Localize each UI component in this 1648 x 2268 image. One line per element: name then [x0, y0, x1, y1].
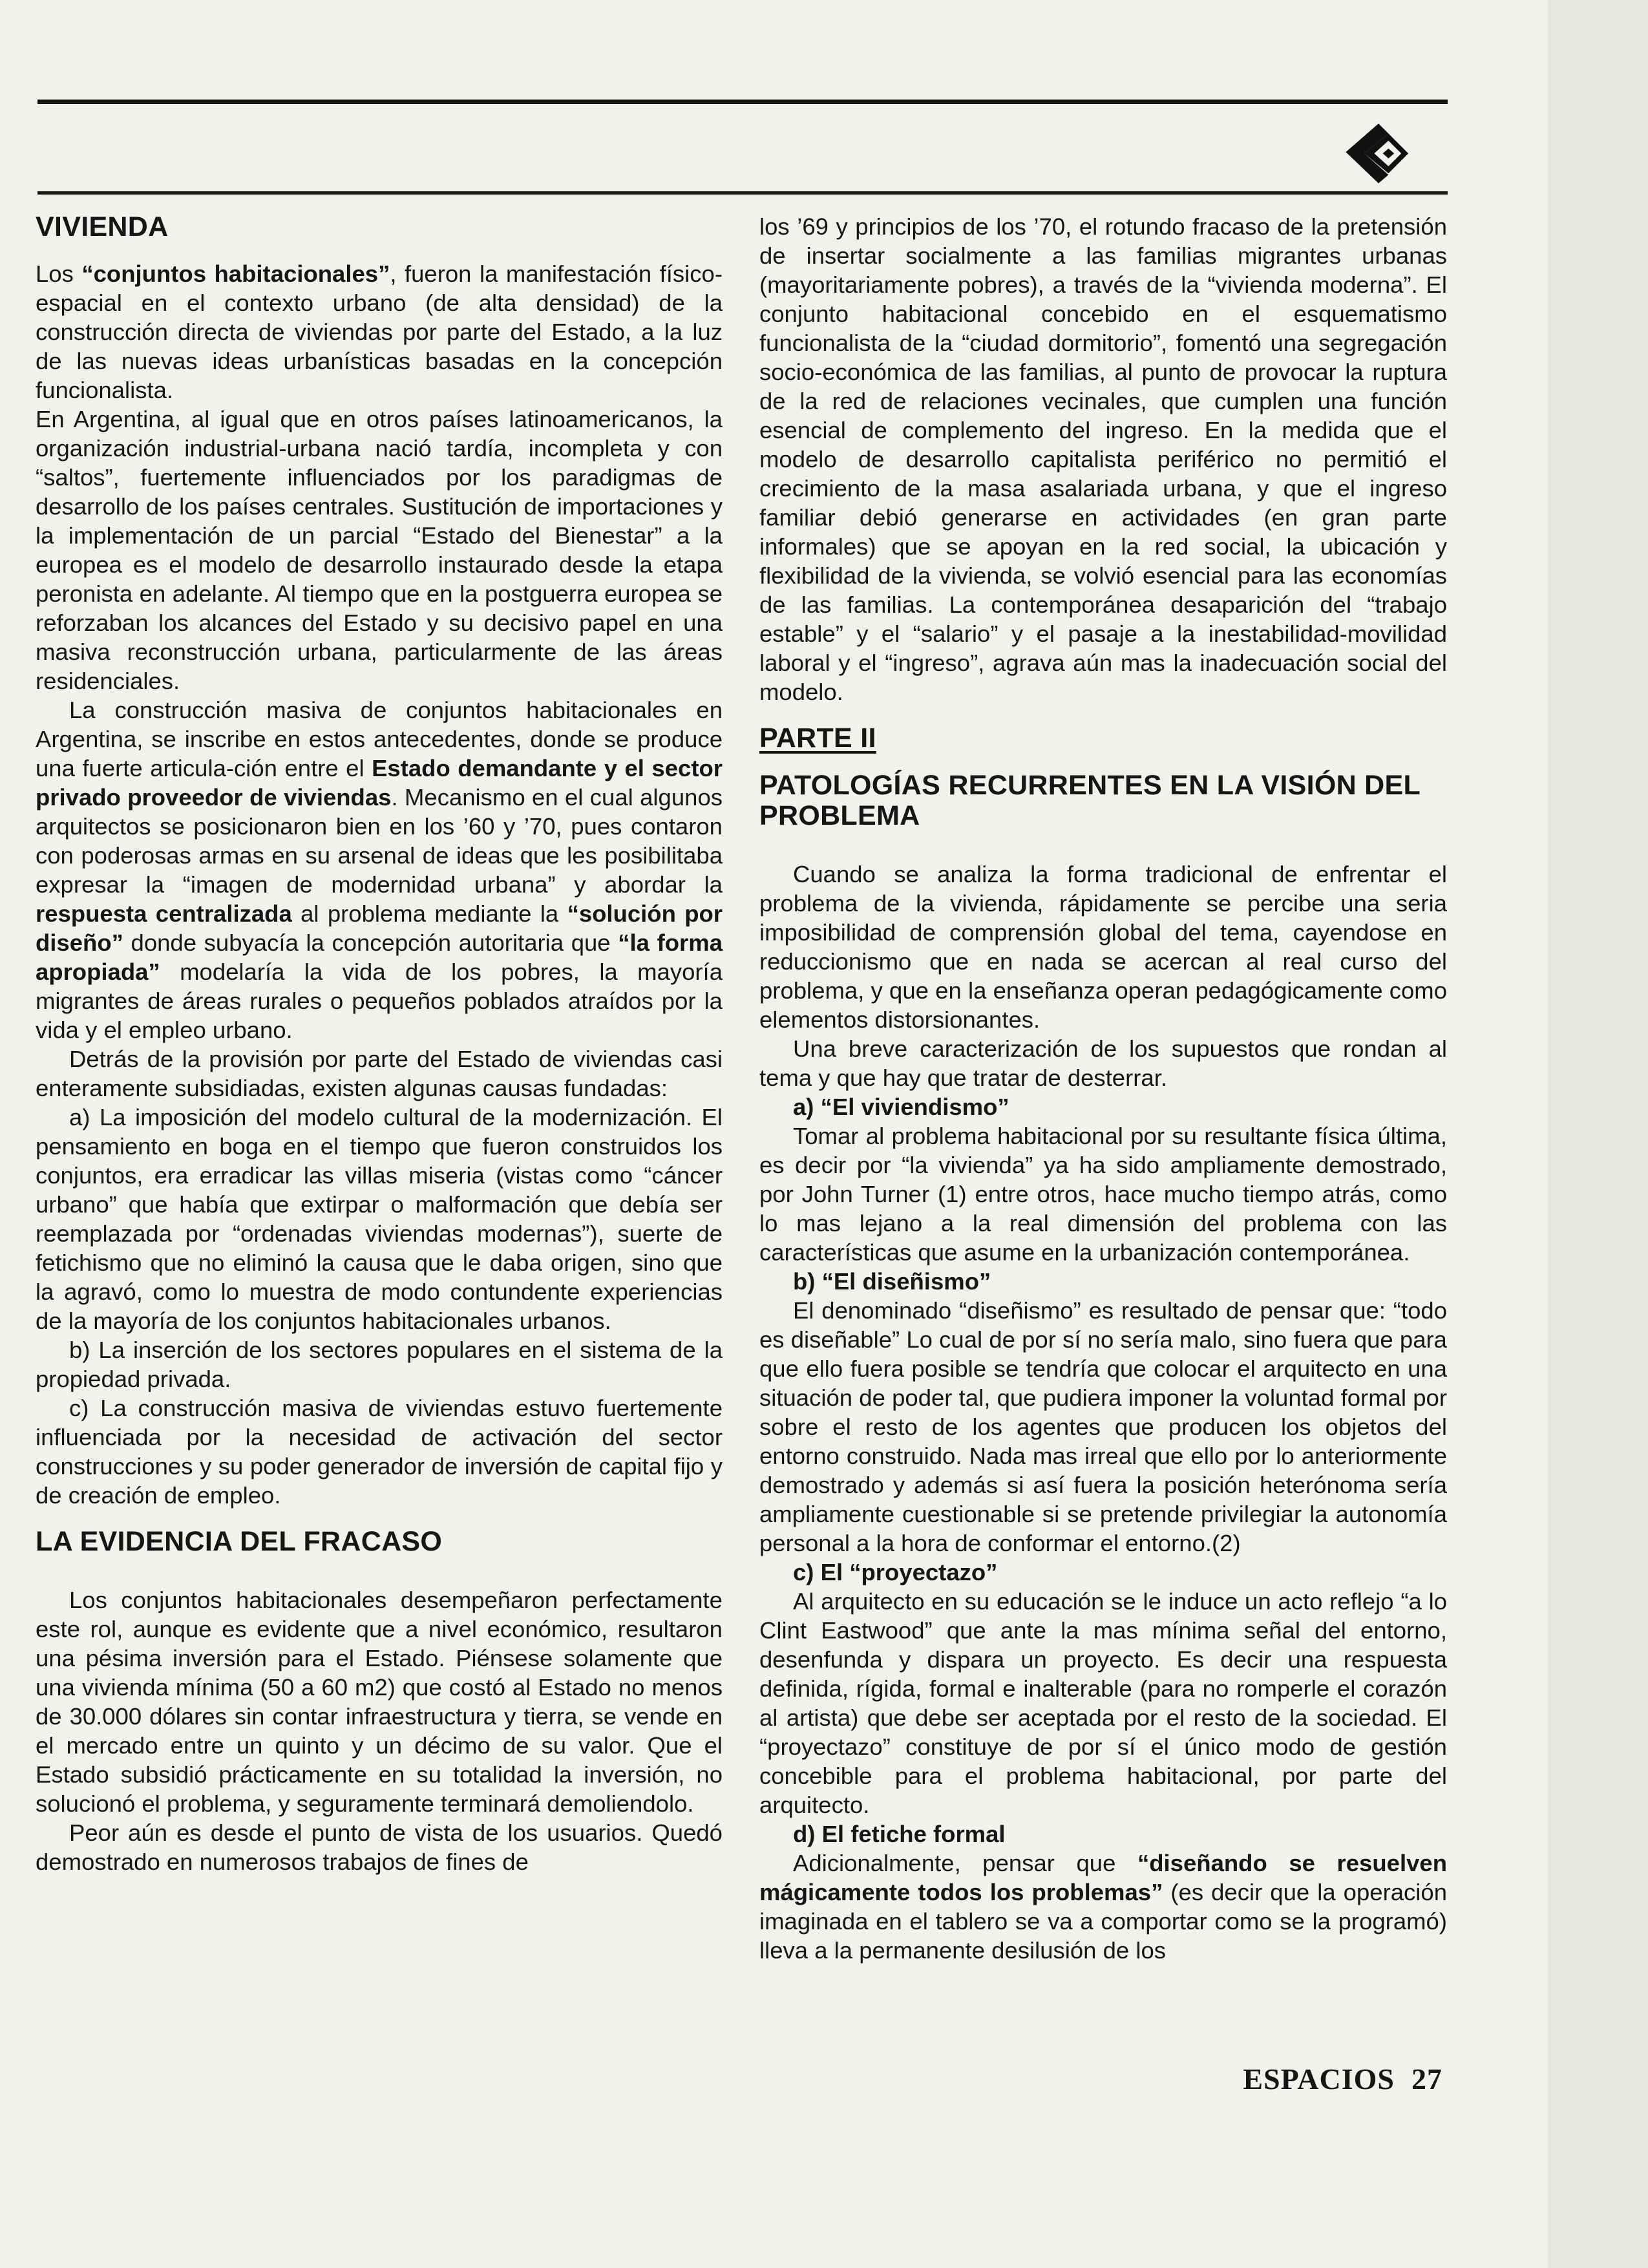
emphasis: “conjuntos habitacionales”: [81, 260, 390, 287]
paragraph: Peor aún es desde el punto de vista de los usuarios. Quedó demostrado en numerosos trabajos de fines de: [36, 1819, 723, 1875]
paragraph: Detrás de la provisión por parte del Estado de viviendas casi enteramente subsidiadas, existen algunas causas fundadas:: [36, 1046, 723, 1101]
paragraph: Cuando se analiza la forma tradicional de enfrentar el problema de la vivienda, rápidamente se percibe una seria imposibilidad de comprensión global del tema, cayendose en reduccionismo que en nada se acercan al real curso del problema, y que en la enseñanza operan pedagógicamente como elementos distorsionantes.: [759, 861, 1447, 1033]
emphasis: “solución por diseño”: [36, 900, 723, 956]
emphasis: “diseñando se resuelven mágicamente todos los problemas”: [759, 1850, 1447, 1905]
paragraph: Los conjuntos habitacionales desempeñaron perfectamente este rol, aunque es evidente que a nivel económico, resultaron una pésima inversión para el Estado. Piénsese solamente que una vivienda mínima (50 a 60 m2) que costó al Estado no menos de 30.000 dólares sin contar infraestructura y tierra, se vende en el mercado entre un quinto y un décimo de su valor. Que el Estado subsidió prácticamente en su totalidad la inversión, no solucionó el problema, y seguramente terminará demoliendolo.: [36, 1587, 723, 1817]
subheading-viviendismo: a) “El viviendismo”: [793, 1094, 1009, 1120]
section-heading-parte-ii: PARTE II: [759, 723, 876, 754]
arrow-chevron-logo-icon: [1343, 115, 1414, 186]
paragraph: La construcción masiva de conjuntos habitacionales en Argentina, se inscribe en estos antecedentes, donde se produce una fuerte articula-ción entre el Estado demandante y el sector privado proveedor de viviendas. Mecanismo en el cual algunos arquitectos se posicionaron bien en los ’60 y ’70, pues contaron con poderosas armas en su arsenal de ideas que les posibilitaba expresar la “imagen de modernidad urbana” y abordar la respuesta centralizada al problema mediante la “solución por diseño” donde subyacía la concepción autoritaria que “la forma apropiada” modelaría la vida de los pobres, la mayoría migrantes de áreas rurales o pequeños poblados atraídos por la vida y el empleo urbano.: [36, 697, 723, 1043]
paragraph: Una breve caracterización de los supuestos que rondan al tema y que hay que tratar de desterrar.: [759, 1035, 1447, 1091]
subheading-fetiche-formal: d) El fetiche formal: [793, 1821, 1006, 1847]
section-heading-patologias: PATOLOGÍAS RECURRENTES EN LA VISIÓN DEL PROBLEMA: [759, 770, 1421, 831]
paragraph: Al arquitecto en su educación se le induce un acto reflejo “a lo Clint Eastwood” que ante la mas mínima señal del entorno, desenfunda y dispara un proyecto. Es decir una respuesta definida, rígida, formal e inalterable (para no romperle el corazón al artista) que debe ser aceptada por el resto de la sociedad. El “proyectazo” constituye de por sí el único modo de gestión concebible para el problema habitacional, por parte del arquitecto.: [759, 1588, 1447, 1818]
paragraph: b) La inserción de los sectores populares en el sistema de la propiedad privada.: [36, 1337, 723, 1392]
header-rule-bottom: [37, 191, 1448, 195]
right-column: [759, 212, 1447, 1965]
paragraph: a) La imposición del modelo cultural de la modernización. El pensamiento en boga en el tiempo que fueron construidos los conjuntos, era erradicar las villas miseria (vistas como “cáncer urbano” que había que extirpar o malformación que debía ser reemplazada por “ordenadas viviendas modernas”), suerte de fetichismo que no eliminó la causa que le daba origen, sino que la agravó, como lo muestra de modo contundente experiencias de la mayoría de los conjuntos habitacionales urbanos.: [36, 1104, 723, 1334]
paragraph: Tomar al problema habitacional por su resultante física última, es decir por “la vivienda” ya ha sido ampliamente demostrado, por John Turner (1) entre otros, hace mucho tiempo atrás, como lo mas lejano a la real dimensión del problema con las características que asume en la urbanización contemporánea.: [759, 1123, 1447, 1266]
paragraph: Adicionalmente, pensar que “diseñando se resuelven mágicamente todos los problemas” (es decir que la operación imaginada en el tablero se va a comportar como se la programó) lleva a la permanente desilusión de los: [759, 1850, 1447, 1964]
section-heading-vivienda: VIVIENDA: [36, 211, 169, 242]
subheading-proyectazo: c) El “proyectazo”: [793, 1559, 998, 1585]
magazine-name: ESPACIOS: [1243, 2062, 1395, 2095]
paragraph: c) La construcción masiva de viviendas estuvo fuertemente influenciada por la necesidad de activación del sector construcciones y su poder generador de inversión de capital fijo y de creación de empleo.: [36, 1395, 723, 1509]
emphasis: Estado demandante y el sector privado proveedor de viviendas: [36, 755, 723, 811]
left-column: [36, 212, 723, 1876]
section-heading-evidencia: LA EVIDENCIA DEL FRACASO: [36, 1526, 443, 1557]
emphasis: respuesta centralizada: [36, 900, 292, 927]
page-footer: [1216, 2062, 1442, 2096]
subheading-disenismo: b) “El diseñismo”: [793, 1268, 991, 1295]
paragraph: Los “conjuntos habitacionales”, fueron la manifestación físico-espacial en el contexto urbano (de alta densidad) de la construcción directa de viviendas por parte del Estado, a la luz de las nuevas ideas urbanísticas basadas en la concepción funcionalista.: [36, 260, 723, 403]
paragraph: los ’69 y principios de los ’70, el rotundo fracaso de la pretensión de insertar socialmente a las familias migrantes urbanas (mayoritariamente pobres), a través de la “vivienda moderna”. El conjunto habitacional concebido en el esquematismo funcionalista de la “ciudad dormitorio”, fomentó una segregación socio-económica de las familias, al punto de provocar la ruptura de la red de relaciones vecinales, que cumplen una función esencial de complemento del ingreso. En la medida que el modelo de desarrollo capitalista periférico no permitió el crecimiento de la masa asalariada urbana, y que el ingreso familiar debió generarse en actividades (en gran parte informales) que se apoyan en la red social, la ubicación y flexibilidad de la vivienda, se volvió esencial para las economías de las familias. La contemporánea desaparición del “trabajo estable” y el “salario” y el pasaje a la inestabilidad-movilidad laboral y el “ingreso”, agrava aún mas la inadecuación social del modelo.: [759, 213, 1447, 705]
page-number: 27: [1411, 2062, 1442, 2095]
header-rule-top: [37, 100, 1448, 104]
paragraph: En Argentina, al igual que en otros países latinoamericanos, la organización industrial-urbana nació tardía, incompleta y con “saltos”, fuertemente influenciados por los paradigmas de desarrollo de los países centrales. Sustitución de importaciones y la implementación de un parcial “Estado del Bienestar” a la europea es el modelo de desarrollo instaurado desde la etapa peronista en adelante. Al tiempo que en la postguerra europea se reforzaban los alcances del Estado y su decisivo papel en una masiva reconstrucción urbana, particularmente de las áreas residenciales.: [36, 406, 723, 694]
paragraph: El denominado “diseñismo” es resultado de pensar que: “todo es diseñable” Lo cual de por sí no sería malo, sino fuera que para que ello fuera posible se tendría que colocar el arquitecto en una situación de poder tal, que pudiera imponer la voluntad formal por sobre el resto de los agentes que producen los objetos del entorno construido. Nada mas irreal que ello por lo anteriormente demostrado y además si así fuera la posición heterónoma sería ampliamente cuestionable si se pretende privilegiar la autonomía personal a la hora de conformar el entorno.(2): [759, 1297, 1447, 1556]
page-edge-shadow: [1548, 0, 1648, 2268]
emphasis: “la forma apropiada”: [36, 929, 723, 985]
